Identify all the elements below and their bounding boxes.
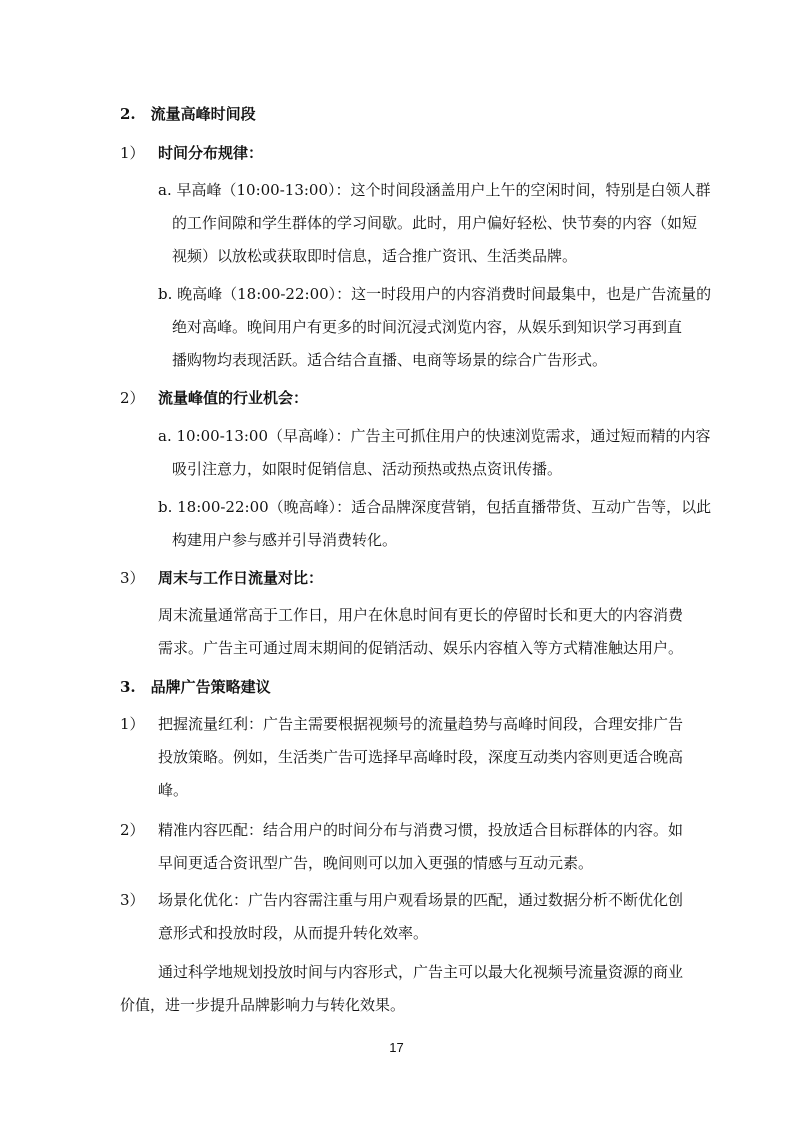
paragraph-line: 视频）以放松或获取即时信息，适合推广资讯、生活类品牌。 [172,247,578,265]
paragraph-line: 的工作间隙和学生群体的学习间歇。此时，用户偏好轻松、快节奏的内容（如短 [172,214,698,232]
paragraph-line: 意形式和投放时段，从而提升转化效率。 [158,924,429,942]
item-number: 1） [120,144,145,162]
paragraph-line: 投放策略。例如，生活类广告可选择早高峰时段，深度互动类内容则更适合晚高 [158,748,684,766]
item-number: 3） [120,891,145,909]
item-title: 周末与工作日流量对比： [158,569,324,587]
paragraph-line: 早间更适合资讯型广告，晚间则可以加入更强的情感与互动元素。 [158,854,594,872]
paragraph-line: b. 晚高峰（18:00-22:00）：这一时段用户的内容消费时间最集中，也是广告流量的 [158,285,712,303]
paragraph-line: 构建用户参与感并引导消费转化。 [172,531,398,549]
item-title: 时间分布规律： [158,144,264,162]
paragraph-line: 吸引注意力，如限时促销信息、活动预热或热点资讯传播。 [172,460,563,478]
paragraph-line: 精准内容匹配：结合用户的时间分布与消费习惯，投放适合目标群体的内容。如 [158,821,684,839]
section-3-heading: 3. 品牌广告策略建议 [120,678,271,696]
paragraph-line: 峰。 [158,781,189,799]
paragraph-line: 绝对高峰。晚间用户有更多的时间沉浸式浏览内容，从娱乐到知识学习再到直 [172,318,683,336]
paragraph-line: 周末流量通常高于工作日，用户在休息时间有更长的停留时长和更大的内容消费 [158,606,684,624]
conclusion-line: 通过科学地规划投放时间与内容形式，广告主可以最大化视频号流量资源的商业 [158,963,684,981]
paragraph-line: 把握流量红利：广告主需要根据视频号的流量趋势与高峰时间段，合理安排广告 [158,715,684,733]
paragraph-line: a. 10:00-13:00（早高峰）：广告主可抓住用户的快速浏览需求，通过短而精的内容 [158,427,711,445]
item-title: 流量峰值的行业机会： [158,389,309,407]
paragraph-line: a. 早高峰（10:00-13:00）：这个时间段涵盖用户上午的空闲时间，特别是白领人群 [158,181,711,199]
item-number: 1） [120,715,145,733]
paragraph-line: 需求。广告主可通过周末期间的促销活动、娱乐内容植入等方式精准触达用户。 [158,639,684,657]
item-number: 2） [120,821,145,839]
paragraph-line: 场景化优化：广告内容需注重与用户观看场景的匹配，通过数据分析不断优化创 [158,891,684,909]
paragraph-line: 播购物均表现活跃。适合结合直播、电商等场景的综合广告形式。 [172,351,608,369]
item-number: 2） [120,389,145,407]
paragraph-line: b. 18:00-22:00（晚高峰）：适合品牌深度营销，包括直播带货、互动广告等，以此 [158,498,712,516]
item-number: 3） [120,569,145,587]
section-2-heading: 2. 流量高峰时间段 [120,105,256,123]
page-number: 17 [389,1040,404,1055]
conclusion-line: 价值，进一步提升品牌影响力与转化效果。 [120,996,406,1014]
